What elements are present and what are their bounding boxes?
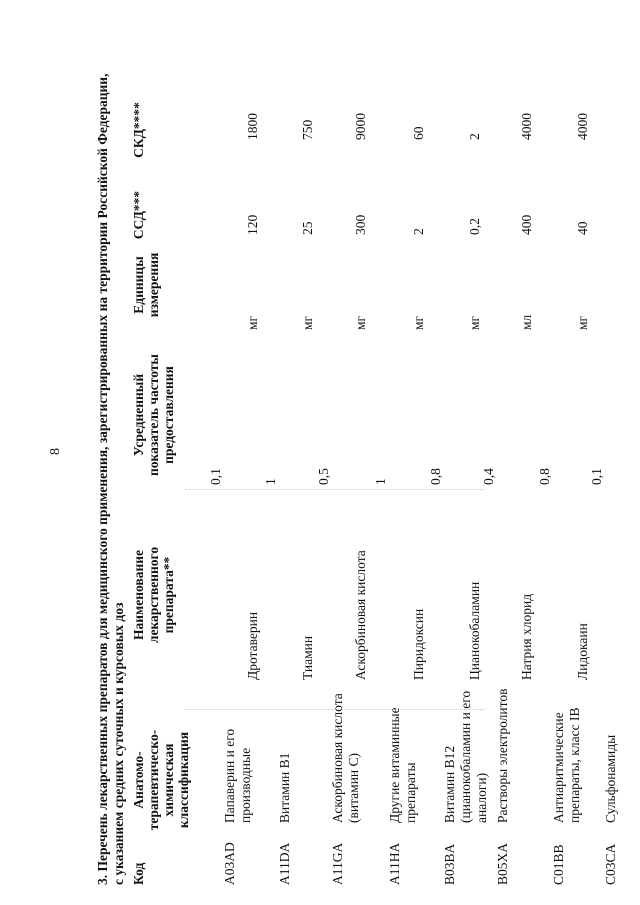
cell-unit: мг <box>353 315 368 330</box>
cell-atc: Антиаритмические препараты, класс IB <box>551 707 582 823</box>
column-divider <box>185 489 485 490</box>
cell-unit: мг <box>411 315 426 330</box>
cell-code: C01BB <box>551 844 566 885</box>
cell-avg: 1 <box>263 478 278 485</box>
cell-atc: Сульфонамиды <box>603 734 618 823</box>
cell-avg: 0,4 <box>481 468 496 485</box>
cell-avg: 0,8 <box>537 468 552 485</box>
rotated-table-frame <box>95 65 618 885</box>
cell-atc: Другие витаминные препараты <box>387 707 418 823</box>
cell-skd: 4000 <box>575 113 590 140</box>
cell-avg: 0,8 <box>428 468 443 485</box>
cell-unit: мг <box>575 315 590 330</box>
cell-ssd: 120 <box>245 214 260 235</box>
cell-skd: 2 <box>467 133 482 140</box>
cell-skd: 1800 <box>245 113 260 140</box>
cell-ssd: 300 <box>353 214 368 235</box>
cell-drug: Цианокобаламин <box>467 581 482 680</box>
header-drug: Наименование лекарственного препарата** <box>131 546 176 644</box>
cell-unit: мл <box>519 314 534 330</box>
cell-code: A11GA <box>330 842 345 885</box>
header-ssd: ССД*** <box>131 190 146 240</box>
cell-ssd: 0,2 <box>467 218 482 235</box>
cell-avg: 0,1 <box>208 468 223 485</box>
cell-ssd: 25 <box>300 221 315 235</box>
cell-code: B05XA <box>495 842 510 885</box>
cell-drug: Лидокаин <box>575 623 590 680</box>
header-skd: СКД**** <box>131 102 146 158</box>
cell-ssd: 400 <box>519 214 534 235</box>
header-units: Единицы измерения <box>131 252 161 318</box>
cell-atc: Папаверин и его производные <box>222 728 253 823</box>
cell-drug: Тиамин <box>300 635 315 680</box>
cell-code: C03CA <box>603 843 618 885</box>
cell-unit: мг <box>300 315 315 330</box>
header-atc: Анатомо-терапевтическо-химическая классификация <box>131 729 191 831</box>
cell-drug: Дротаверин <box>245 611 260 680</box>
cell-atc: Витамин B12 (цианокобаламин и его аналоги) <box>442 690 489 823</box>
cell-atc: Аскорбиновая кислота (витамин C) <box>330 693 361 823</box>
cell-code: B03BA <box>442 843 457 885</box>
cell-drug: Пиридоксин <box>411 608 426 680</box>
cell-code: A11DA <box>277 842 292 885</box>
cell-unit: мг <box>245 315 260 330</box>
cell-atc: Витамин B1 <box>277 752 292 823</box>
cell-avg: 0,1 <box>589 468 604 485</box>
section-heading: 3. Перечень лекарственных препаратов для медицинского применения, зарегистрированных на территории Российской Федерации, с указанием средних суточных и курсовых доз <box>95 73 126 885</box>
cell-skd: 60 <box>411 126 426 140</box>
cell-drug: Аскорбиновая кислота <box>353 550 368 680</box>
cell-avg: 1 <box>373 478 388 485</box>
page-number: 8 <box>48 448 63 455</box>
header-avg-frequency: Усредненный показатель частоты предоставления <box>131 354 176 476</box>
cell-skd: 4000 <box>519 113 534 140</box>
header-code: Код <box>131 862 146 885</box>
cell-code: A03AD <box>222 842 237 885</box>
cell-unit: мг <box>467 315 482 330</box>
cell-code: A11HA <box>387 842 402 885</box>
cell-skd: 750 <box>300 119 315 140</box>
cell-ssd: 40 <box>575 221 590 235</box>
cell-drug: Натрия хлорид <box>519 593 534 680</box>
cell-ssd: 2 <box>411 228 426 235</box>
cell-avg: 0,5 <box>316 468 331 485</box>
cell-skd: 9000 <box>353 113 368 140</box>
cell-atc: Растворы электролитов <box>495 688 510 823</box>
